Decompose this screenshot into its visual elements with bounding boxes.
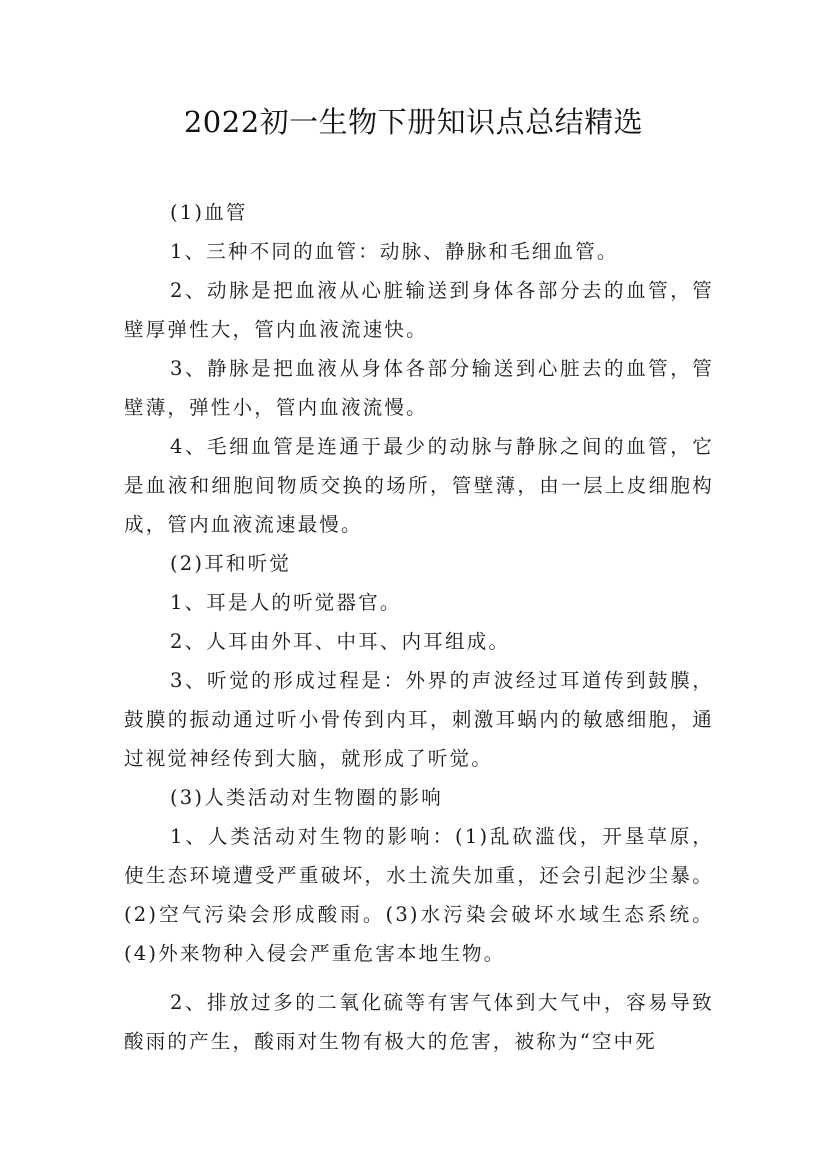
- paragraph: 1、人类活动对生物的影响：(1)乱砍滥伐，开垦草原，使生态环境遭受严重破坏，水土流失加重，还会引起沙尘暴。(2)空气污染会形成酸雨。(3)水污染会破坏水域生态系统。(4)外来物种入侵会严重危害本地生物。: [124, 825, 714, 965]
- document-body: [124, 193, 714, 1061]
- paragraph: 3、静脉是把血液从身体各部分输送到心脏去的血管，管壁薄，弹性小，管内血液流慢。: [124, 357, 714, 419]
- section-heading-ear-hearing: (2)耳和听觉: [170, 552, 292, 575]
- paragraph: 4、毛细血管是连通于最少的动脉与静脉之间的血管，它是血液和细胞间物质交换的场所，管壁薄，由一层上皮细胞构成，管内血液流速最慢。: [124, 435, 714, 536]
- paragraph: 2、动脉是把血液从心脏输送到身体各部分去的血管，管壁厚弹性大，管内血液流速快。: [124, 279, 714, 341]
- document-title: 2022初一生物下册知识点总结精选: [183, 105, 644, 139]
- paragraph: 2、人耳由外耳、中耳、内耳组成。: [170, 630, 511, 653]
- section-heading-human-impact: (3)人类活动对生物圈的影响: [170, 786, 443, 809]
- paragraph: 1、耳是人的听觉器官。: [170, 591, 402, 614]
- paragraph: 3、听觉的形成过程是：外界的声波经过耳道传到鼓膜，鼓膜的振动通过听小骨传到内耳，刺激耳蜗内的敏感细胞，通过视觉神经传到大脑，就形成了听觉。: [124, 669, 714, 770]
- paragraph: 2、排放过多的二氧化硫等有害气体到大气中，容易导致酸雨的产生，酸雨对生物有极大的危害，被称为“空中死: [124, 991, 714, 1053]
- paragraph: 1、三种不同的血管：动脉、静脉和毛细血管。: [170, 240, 619, 263]
- section-heading-blood-vessels: (1)血管: [170, 201, 248, 224]
